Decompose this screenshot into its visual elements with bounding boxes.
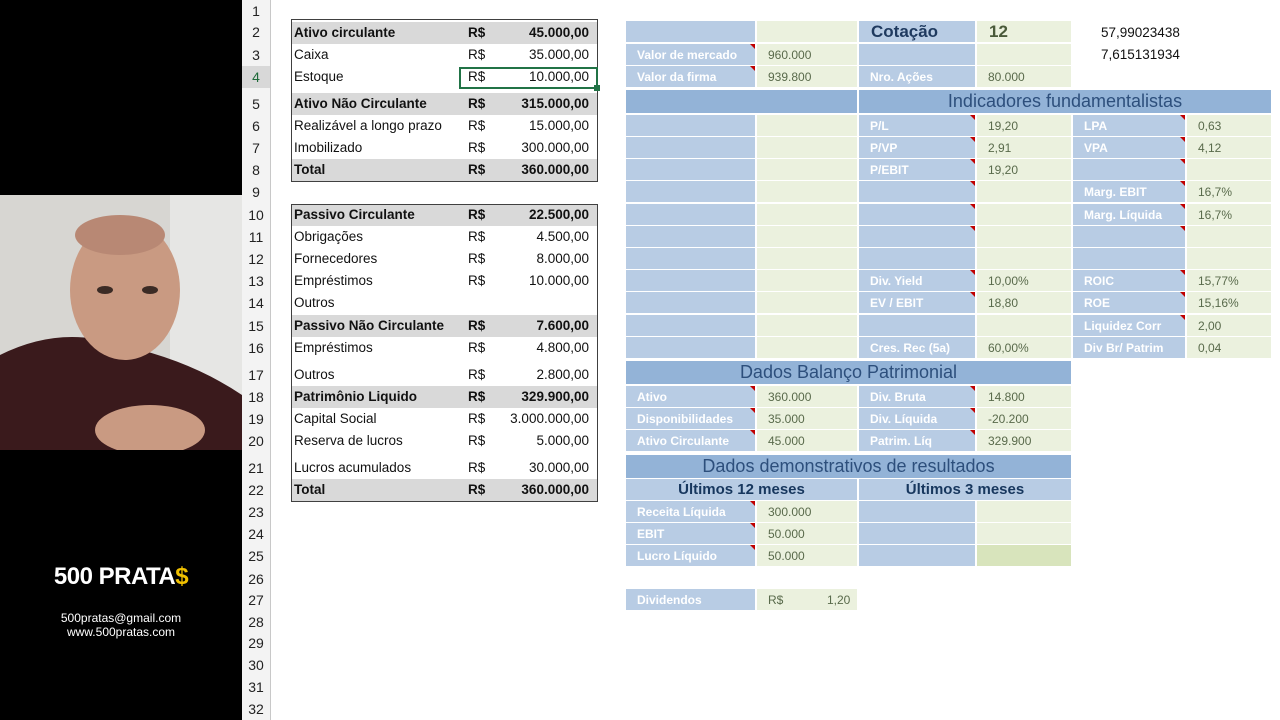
- balance-row[interactable]: [292, 479, 597, 501]
- balance-row[interactable]: [292, 364, 597, 386]
- row-number[interactable]: 20: [248, 433, 264, 449]
- row-number[interactable]: 6: [252, 118, 260, 134]
- blank-cell[interactable]: [757, 21, 857, 42]
- row-number[interactable]: 10: [248, 207, 264, 223]
- balance-currency: R$: [468, 482, 486, 497]
- bp-label[interactable]: Disponibilidades: [626, 408, 755, 429]
- dividendos-currency[interactable]: R$: [757, 589, 807, 610]
- blank-cell[interactable]: [626, 315, 755, 336]
- blank-cell[interactable]: [757, 137, 857, 158]
- loose-value-1[interactable]: 57,99023438: [1101, 25, 1180, 40]
- bp-value[interactable]: 45.000: [757, 430, 857, 451]
- balance-label: Total: [294, 482, 326, 497]
- balance-label: Lucros acumulados: [294, 460, 412, 475]
- balance-row[interactable]: [292, 204, 597, 226]
- valor-mercado-label[interactable]: Valor de mercado: [626, 44, 755, 65]
- dividendos-label[interactable]: Dividendos: [626, 589, 755, 610]
- balance-currency: R$: [468, 69, 486, 84]
- balance-row[interactable]: [292, 408, 597, 430]
- balance-row[interactable]: [292, 44, 597, 66]
- balance-currency: R$: [468, 389, 486, 404]
- row-number[interactable]: 27: [248, 592, 264, 608]
- indicator-value[interactable]: 10,00%: [977, 270, 1071, 291]
- row-number[interactable]: 5: [252, 96, 260, 112]
- row-number[interactable]: 18: [248, 389, 264, 405]
- blank-cell[interactable]: [626, 115, 755, 136]
- blank-cell[interactable]: [626, 181, 755, 202]
- balance-row[interactable]: [292, 386, 597, 408]
- indicator-value[interactable]: [977, 181, 1071, 202]
- balance-row[interactable]: [292, 159, 597, 181]
- balance-label: Total: [294, 162, 326, 177]
- balance-label: Capital Social: [294, 411, 377, 426]
- cotacao-label: Cotação: [859, 21, 975, 42]
- row-number[interactable]: 23: [248, 504, 264, 520]
- balance-label: Outros: [294, 295, 335, 310]
- indicator-label[interactable]: ROIC: [1073, 270, 1185, 291]
- balance-currency: R$: [468, 140, 486, 155]
- row-number[interactable]: 2: [252, 24, 260, 40]
- row-number[interactable]: 26: [248, 571, 264, 587]
- balance-currency: R$: [468, 162, 486, 177]
- indicator-label[interactable]: Div Br/ Patrim: [1073, 337, 1185, 358]
- balance-label: Estoque: [294, 69, 344, 84]
- blank-cell[interactable]: [757, 292, 857, 313]
- row-number[interactable]: 8: [252, 162, 260, 178]
- nro-acoes-value[interactable]: 80.000: [977, 66, 1071, 87]
- balance-currency: R$: [468, 25, 486, 40]
- indicator-label[interactable]: [859, 226, 975, 247]
- valor-firma-label[interactable]: Valor da firma: [626, 66, 755, 87]
- row-number[interactable]: 32: [248, 701, 264, 717]
- balance-label: Fornecedores: [294, 251, 378, 266]
- dre-label[interactable]: Lucro Líquido: [626, 545, 755, 566]
- indicator-label[interactable]: Marg. EBIT: [1073, 181, 1185, 202]
- dividendos-value[interactable]: 1,20: [807, 589, 857, 610]
- balance-label: Empréstimos: [294, 340, 373, 355]
- blank-cell[interactable]: [626, 137, 755, 158]
- balance-currency: R$: [468, 118, 486, 133]
- balance-row[interactable]: [292, 430, 597, 452]
- balance-value: 7.600,00: [536, 318, 589, 333]
- row-number[interactable]: 12: [248, 251, 264, 267]
- row-number[interactable]: 31: [248, 679, 264, 695]
- blank-cell[interactable]: [626, 226, 755, 247]
- bp-value[interactable]: 360.000: [757, 386, 857, 407]
- balance-row[interactable]: [292, 115, 597, 137]
- indicator-value[interactable]: 16,7%: [1187, 204, 1271, 225]
- balance-value: 45.000,00: [528, 25, 589, 40]
- brand-site: www.500pratas.com: [66, 625, 176, 639]
- blank-cell[interactable]: [977, 44, 1071, 65]
- indicator-value[interactable]: 0,04: [1187, 337, 1271, 358]
- balance-label: Ativo Não Circulante: [294, 96, 427, 111]
- row-number[interactable]: 21: [248, 460, 264, 476]
- indicator-label[interactable]: EV / EBIT: [859, 292, 975, 313]
- balance-row[interactable]: [292, 270, 597, 292]
- row-number[interactable]: 13: [248, 273, 264, 289]
- blank-cell[interactable]: [757, 226, 857, 247]
- balance-value: 2.800,00: [536, 367, 589, 382]
- balance-value: 30.000,00: [528, 460, 589, 475]
- bp-label[interactable]: Div. Líquida: [859, 408, 975, 429]
- balance-value: 360.000,00: [521, 162, 589, 177]
- balance-label: Reserva de lucros: [294, 433, 403, 448]
- brand-email: 500pratas@gmail.com: [60, 611, 182, 625]
- row-number[interactable]: 15: [248, 318, 264, 334]
- blank-cell[interactable]: [626, 159, 755, 180]
- indicator-value[interactable]: 19,20: [977, 115, 1071, 136]
- balance-row[interactable]: [292, 457, 597, 479]
- bp-title: Dados Balanço Patrimonial: [626, 361, 1071, 384]
- row-number[interactable]: 3: [252, 47, 260, 63]
- balance-label: Outros: [294, 367, 335, 382]
- balance-row[interactable]: [292, 137, 597, 159]
- balance-value: 8.000,00: [536, 251, 589, 266]
- row-number[interactable]: 4: [242, 66, 270, 88]
- blank-cell[interactable]: [626, 292, 755, 313]
- blank-cell[interactable]: [757, 115, 857, 136]
- indicator-label[interactable]: VPA: [1073, 137, 1185, 158]
- blank-cell[interactable]: [757, 159, 857, 180]
- bp-value[interactable]: 14.800: [977, 386, 1071, 407]
- indicator-value[interactable]: 0,63: [1187, 115, 1271, 136]
- blank-cell[interactable]: [757, 337, 857, 358]
- row-number[interactable]: 29: [248, 635, 264, 651]
- balance-value: 3.000.000,00: [510, 411, 589, 426]
- blank-cell[interactable]: [977, 545, 1071, 566]
- row-number[interactable]: 24: [248, 526, 264, 542]
- indicator-value[interactable]: [977, 226, 1071, 247]
- indicator-label[interactable]: Marg. Líquida: [1073, 204, 1185, 225]
- balance-value: 5.000,00: [536, 433, 589, 448]
- indicator-label[interactable]: [1073, 159, 1185, 180]
- blank-cell[interactable]: [626, 337, 755, 358]
- indicator-value[interactable]: 2,00: [1187, 315, 1271, 336]
- blank-cell[interactable]: [977, 523, 1071, 544]
- indicator-label[interactable]: LPA: [1073, 115, 1185, 136]
- balance-label: Caixa: [294, 47, 329, 62]
- blank-cell[interactable]: [859, 501, 975, 522]
- row-number[interactable]: 25: [248, 548, 264, 564]
- indicator-value[interactable]: 18,80: [977, 292, 1071, 313]
- blank-cell[interactable]: [626, 270, 755, 291]
- balance-currency: R$: [468, 273, 486, 288]
- balance-label: Passivo Não Circulante: [294, 318, 445, 333]
- brand-logo: [0, 563, 242, 591]
- blank-cell[interactable]: [977, 248, 1071, 269]
- loose-value-2[interactable]: 7,615131934: [1101, 47, 1180, 62]
- balance-row[interactable]: [292, 315, 597, 337]
- row-number[interactable]: 30: [248, 657, 264, 673]
- indicator-value[interactable]: [1187, 159, 1271, 180]
- blank-cell[interactable]: [626, 204, 755, 225]
- row-number[interactable]: 9: [252, 184, 260, 200]
- balance-currency: R$: [468, 433, 486, 448]
- dre-value[interactable]: 50.000: [757, 545, 857, 566]
- indicator-value[interactable]: 15,77%: [1187, 270, 1271, 291]
- indicator-value[interactable]: 60,00%: [977, 337, 1071, 358]
- webcam-image: [0, 195, 242, 450]
- balance-value: 4.500,00: [536, 229, 589, 244]
- balance-value: 315.000,00: [521, 96, 589, 111]
- row-number[interactable]: 1: [252, 3, 260, 19]
- section-band: [626, 90, 857, 113]
- indicadores-title: Indicadores fundamentalistas: [859, 90, 1271, 113]
- bp-label[interactable]: Ativo Circulante: [626, 430, 755, 451]
- dre-value[interactable]: 50.000: [757, 523, 857, 544]
- blank-cell[interactable]: [757, 315, 857, 336]
- bp-label[interactable]: Div. Bruta: [859, 386, 975, 407]
- dre-sub-right: Últimos 3 meses: [859, 479, 1071, 500]
- balance-currency: R$: [468, 251, 486, 266]
- indicator-label[interactable]: Cres. Rec (5a): [859, 337, 975, 358]
- brand-symbol: $: [175, 563, 189, 590]
- selected-cell[interactable]: [459, 67, 598, 89]
- balance-value: 360.000,00: [521, 482, 589, 497]
- balance-label: Imobilizado: [294, 140, 363, 155]
- blank-cell[interactable]: [757, 248, 857, 269]
- row-number[interactable]: 17: [248, 367, 264, 383]
- balance-currency: R$: [468, 96, 486, 111]
- indicator-label[interactable]: Div. Yield: [859, 270, 975, 291]
- row-number[interactable]: 7: [252, 140, 260, 156]
- bp-value[interactable]: -20.200: [977, 408, 1071, 429]
- balance-row[interactable]: [292, 22, 597, 44]
- balance-value: 4.800,00: [536, 340, 589, 355]
- dre-label[interactable]: Receita Líquida: [626, 501, 755, 522]
- indicator-value[interactable]: 16,7%: [1187, 181, 1271, 202]
- balance-label: Obrigações: [294, 229, 364, 244]
- blank-cell[interactable]: [626, 248, 755, 269]
- balance-currency: R$: [468, 229, 486, 244]
- balance-currency: R$: [468, 207, 486, 222]
- blank-cell[interactable]: [859, 545, 975, 566]
- balance-value: 10.000,00: [528, 69, 589, 84]
- row-number[interactable]: 19: [248, 411, 264, 427]
- indicator-value[interactable]: [977, 315, 1071, 336]
- indicator-value[interactable]: 2,91: [977, 137, 1071, 158]
- blank-cell[interactable]: [626, 21, 755, 42]
- bp-label[interactable]: Ativo: [626, 386, 755, 407]
- blank-cell[interactable]: [977, 501, 1071, 522]
- balance-row[interactable]: [292, 337, 597, 359]
- row-number[interactable]: 22: [248, 482, 264, 498]
- balance-value: 15.000,00: [528, 118, 589, 133]
- blank-cell[interactable]: [1187, 248, 1271, 269]
- balance-row[interactable]: [292, 226, 597, 248]
- cotacao-value[interactable]: 12: [977, 21, 1071, 42]
- indicator-label[interactable]: P/VP: [859, 137, 975, 158]
- indicator-label[interactable]: Liquidez Corr: [1073, 315, 1185, 336]
- balance-label: Ativo circulante: [294, 25, 396, 40]
- indicator-label[interactable]: ROE: [1073, 292, 1185, 313]
- blank-cell[interactable]: [757, 181, 857, 202]
- indicator-value[interactable]: 4,12: [1187, 137, 1271, 158]
- row-headers: [242, 0, 271, 720]
- balance-label: Patrimônio Liquido: [294, 389, 417, 404]
- balance-currency: R$: [468, 318, 486, 333]
- brand-name: 500 PRATA: [53, 563, 176, 590]
- bp-label[interactable]: Patrim. Líq: [859, 430, 975, 451]
- row-number[interactable]: 28: [248, 614, 264, 630]
- balance-value: 35.000,00: [528, 47, 589, 62]
- dre-value[interactable]: 300.000: [757, 501, 857, 522]
- indicator-value[interactable]: [1187, 226, 1271, 247]
- balance-value: 329.900,00: [521, 389, 589, 404]
- indicator-value[interactable]: 15,16%: [1187, 292, 1271, 313]
- nro-acoes-label[interactable]: Nro. Ações: [859, 66, 975, 87]
- balance-currency: R$: [468, 47, 486, 62]
- indicator-label[interactable]: [859, 315, 975, 336]
- blank-cell[interactable]: [1073, 248, 1185, 269]
- blank-cell[interactable]: [757, 270, 857, 291]
- balance-value: 300.000,00: [521, 140, 589, 155]
- indicator-label[interactable]: P/EBIT: [859, 159, 975, 180]
- balance-label: Empréstimos: [294, 273, 373, 288]
- valor-firma-value[interactable]: 939.800: [757, 66, 857, 87]
- balance-currency: R$: [468, 411, 486, 426]
- bp-value[interactable]: 35.000: [757, 408, 857, 429]
- balance-currency: R$: [468, 340, 486, 355]
- balance-row[interactable]: [292, 93, 597, 115]
- balance-label: Passivo Circulante: [294, 207, 415, 222]
- blank-cell[interactable]: [859, 523, 975, 544]
- balance-value: 22.500,00: [528, 207, 589, 222]
- dre-sub-left: Últimos 12 meses: [626, 479, 857, 500]
- row-number[interactable]: 16: [248, 340, 264, 356]
- row-number[interactable]: 14: [248, 295, 264, 311]
- indicator-label[interactable]: [859, 181, 975, 202]
- blank-cell[interactable]: [757, 204, 857, 225]
- dre-title: Dados demonstrativos de resultados: [626, 455, 1071, 478]
- balance-currency: R$: [468, 367, 486, 382]
- indicator-label[interactable]: P/L: [859, 115, 975, 136]
- blank-cell[interactable]: [859, 248, 975, 269]
- balance-value: 10.000,00: [528, 273, 589, 288]
- blank-cell[interactable]: [859, 44, 975, 65]
- indicator-label[interactable]: [859, 204, 975, 225]
- dre-label[interactable]: EBIT: [626, 523, 755, 544]
- bp-value[interactable]: 329.900: [977, 430, 1071, 451]
- indicator-value[interactable]: 19,20: [977, 159, 1071, 180]
- indicator-value[interactable]: [977, 204, 1071, 225]
- fill-handle[interactable]: [594, 85, 600, 91]
- valor-mercado-value[interactable]: 960.000: [757, 44, 857, 65]
- balance-row[interactable]: [292, 292, 597, 314]
- row-number[interactable]: 11: [248, 229, 264, 245]
- indicator-label[interactable]: [1073, 226, 1185, 247]
- balance-label: Realizável a longo prazo: [294, 118, 442, 133]
- balance-currency: R$: [468, 460, 486, 475]
- balance-row[interactable]: [292, 248, 597, 270]
